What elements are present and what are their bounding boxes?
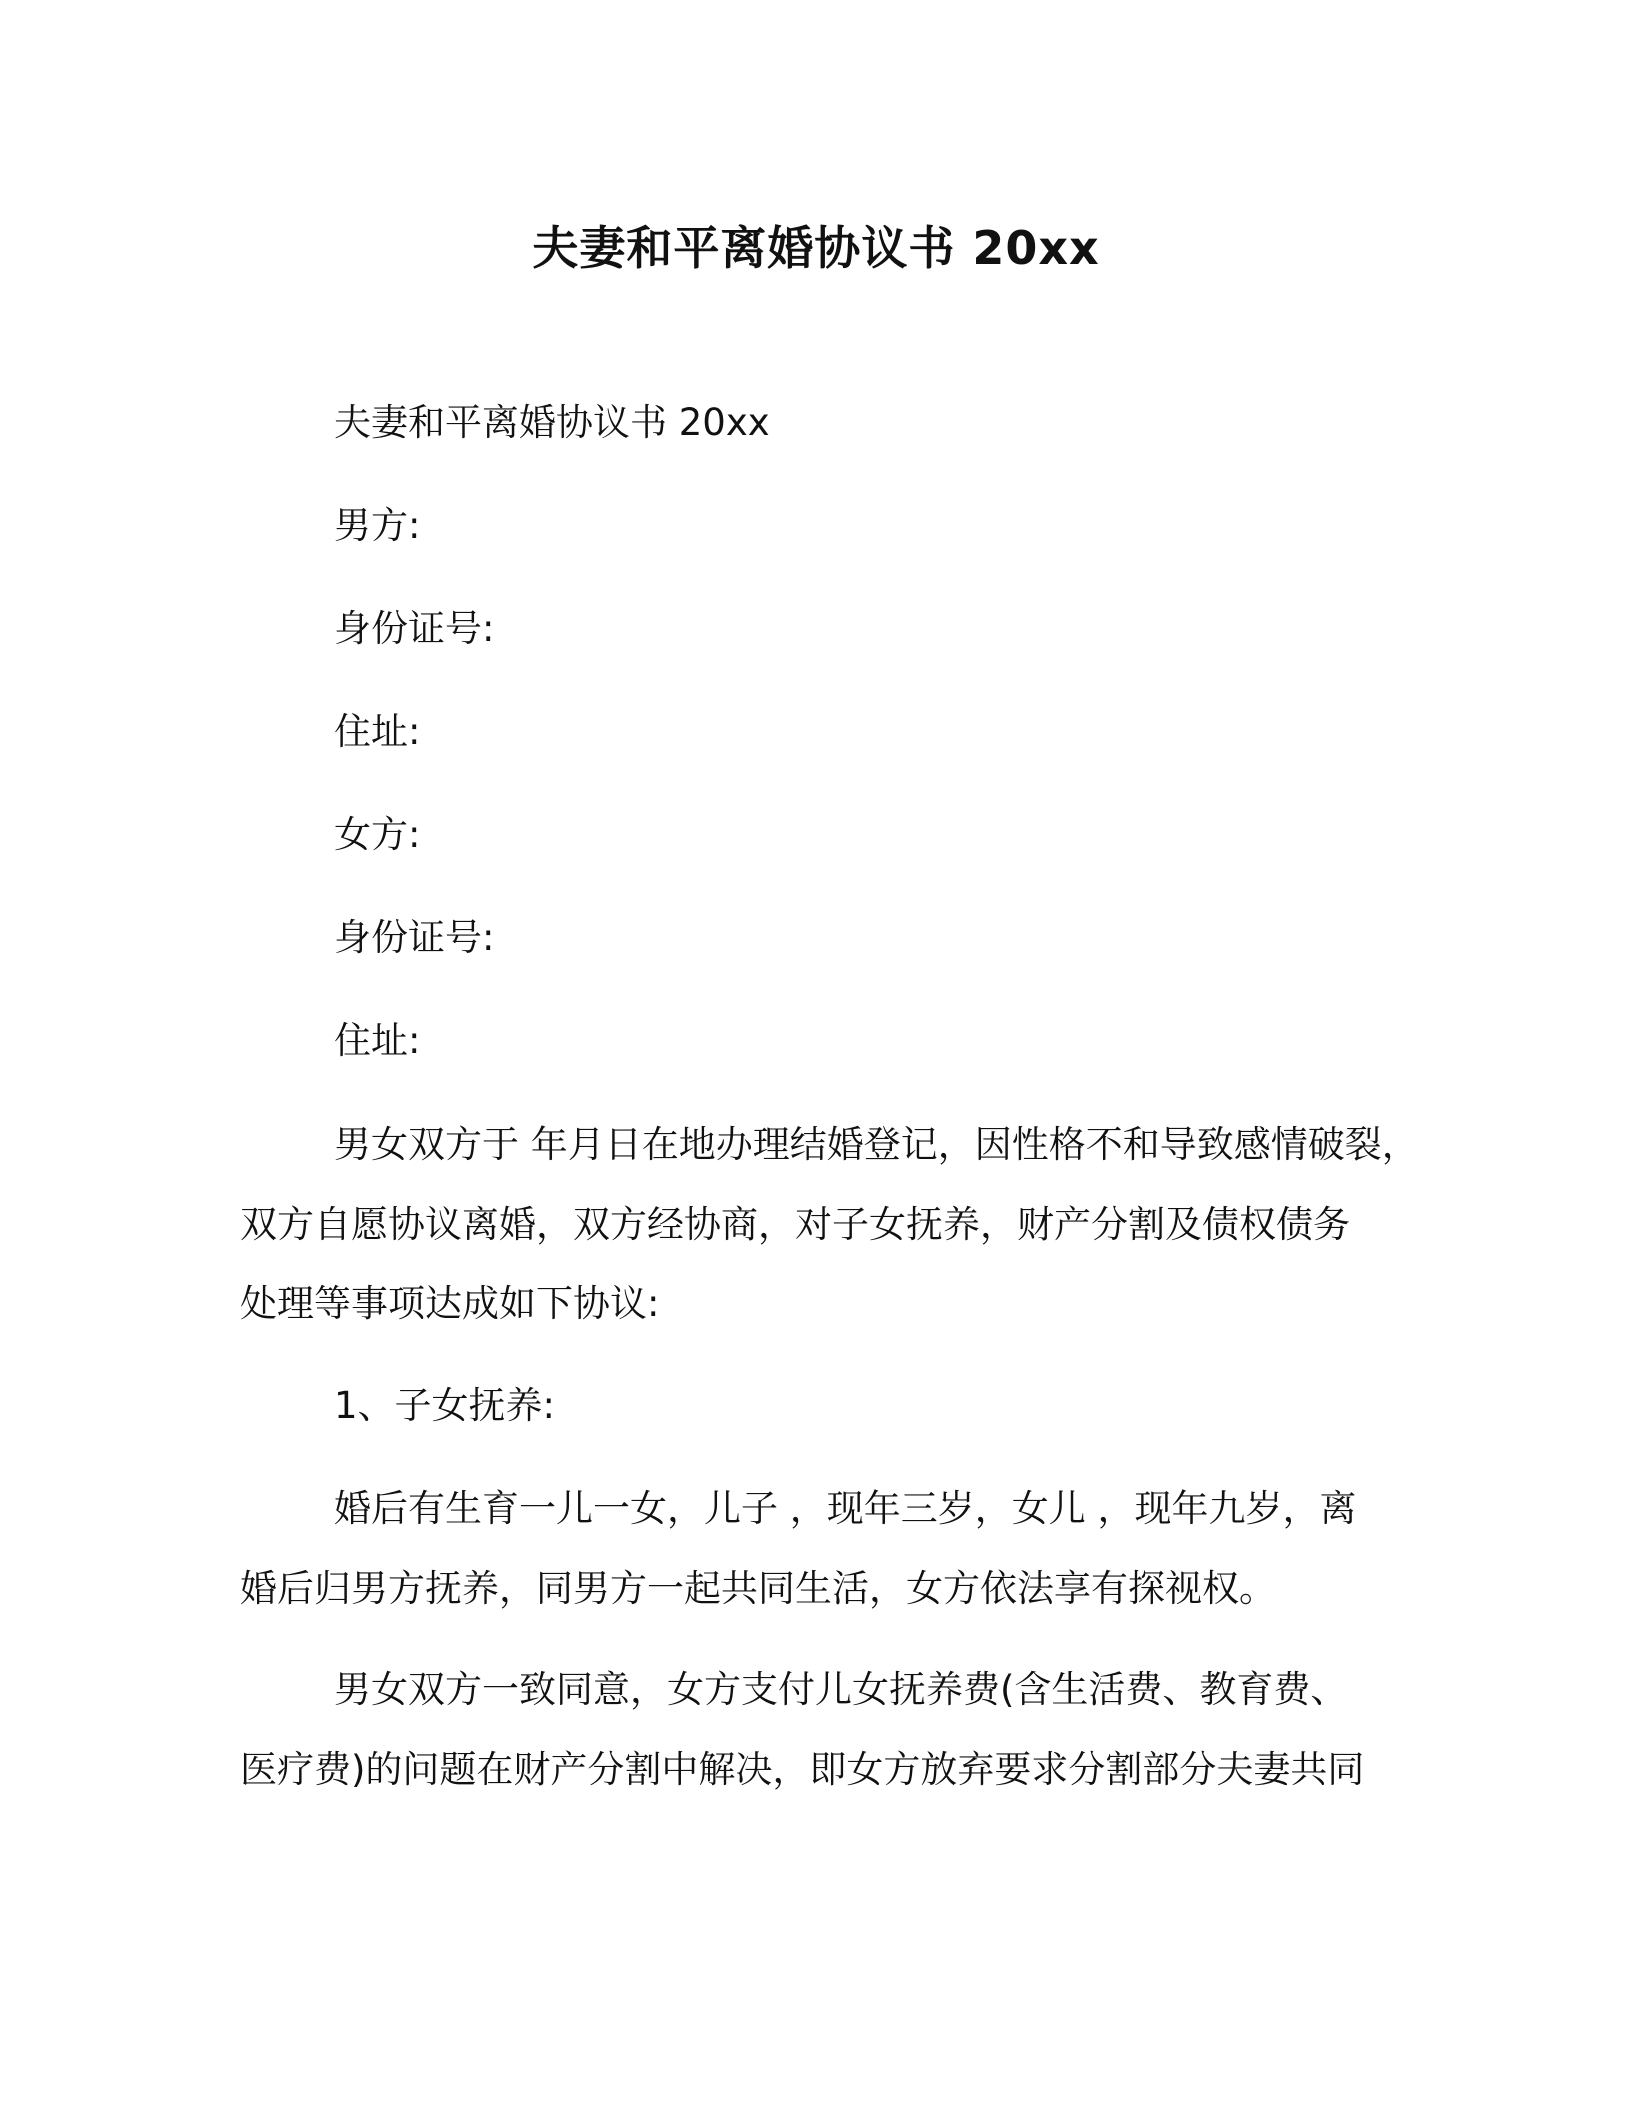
- document-subtitle: 夫妻和平离婚协议书 20xx: [334, 401, 770, 444]
- male-label: 男方:: [334, 504, 421, 547]
- support-line: 医疗费)的问题在财产分割中解决，即女方放弃要求分割部分夫妻共同: [240, 1748, 1365, 1791]
- document-title: 夫妻和平离婚协议书 20xx: [532, 221, 1100, 275]
- intro-line: 男女双方于 年月日在地办理结婚登记，因性格不和导致感情破裂，: [334, 1123, 1419, 1166]
- female-id-label: 身份证号:: [334, 916, 495, 959]
- male-address-label: 住址:: [334, 710, 421, 753]
- male-id-label: 身份证号:: [334, 607, 495, 650]
- intro-line: 处理等事项达成如下协议:: [240, 1282, 660, 1325]
- support-line: 男女双方一致同意，女方支付儿女抚养费(含生活费、教育费、: [334, 1668, 1348, 1711]
- custody-line: 婚后有生育一儿一女，儿子 ，现年三岁，女儿 ，现年九岁，离: [334, 1487, 1357, 1530]
- section-heading: 1、子女抚养:: [334, 1384, 556, 1427]
- female-label: 女方:: [334, 813, 421, 856]
- custody-line: 婚后归男方抚养，同男方一起共同生活，女方依法享有探视权。: [240, 1567, 1276, 1610]
- intro-line: 双方自愿协议离婚，双方经协商，对子女抚养，财产分割及债权债务: [240, 1203, 1350, 1246]
- female-address-label: 住址:: [334, 1019, 421, 1062]
